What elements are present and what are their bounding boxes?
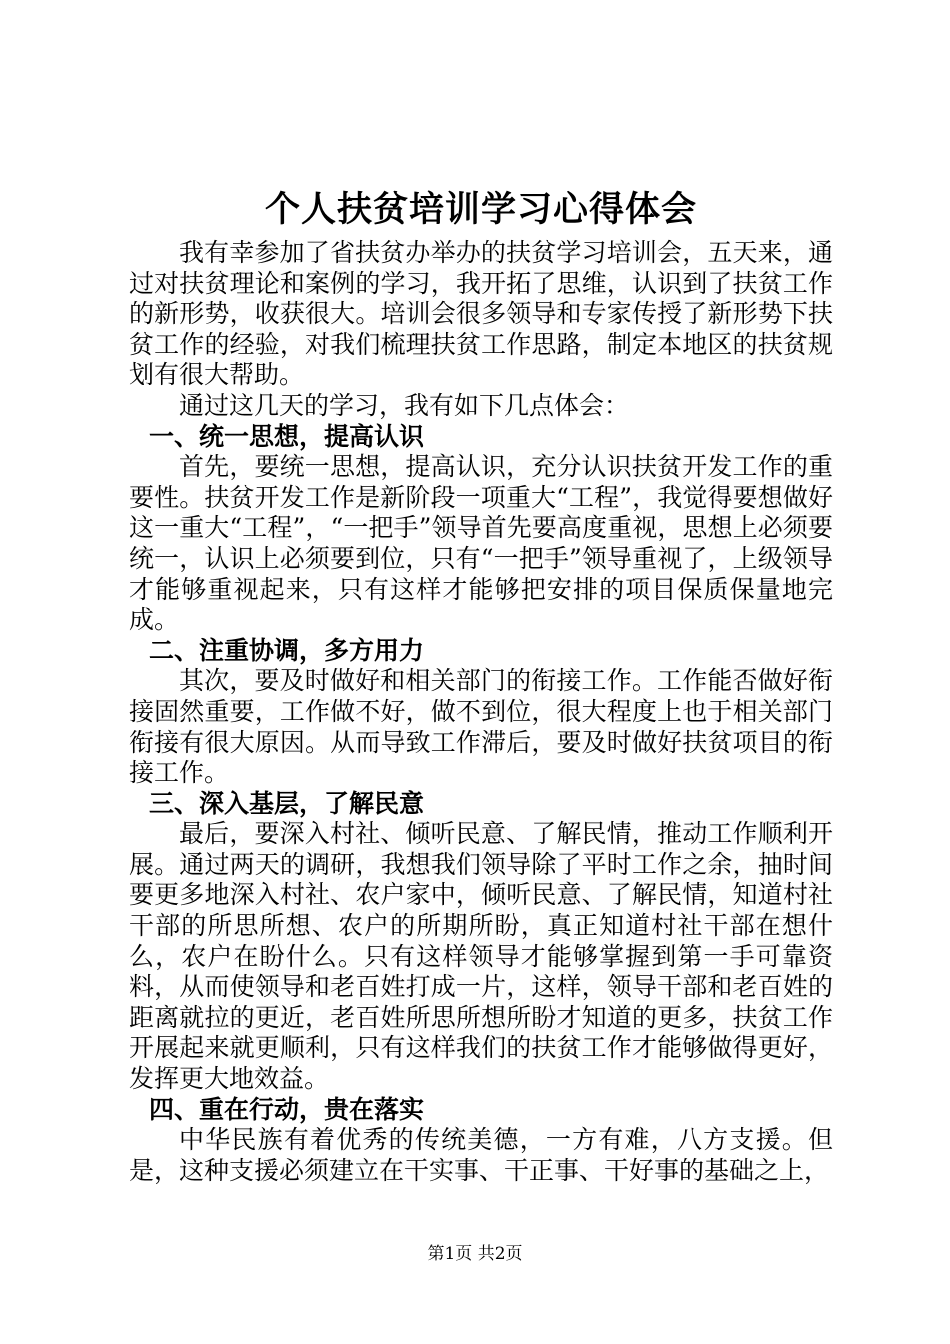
section-heading-2: 二、注重协调，多方用力 <box>149 635 425 665</box>
document-body <box>129 188 833 1186</box>
section-paragraph-4: 中华民族有着优秀的传统美德，一方有难，八方支援。但是，这种支援必须建立在干实事、干正事、干好事的基础之上， <box>129 1125 833 1185</box>
section-heading-1: 一、统一思想，提高认识 <box>149 421 425 451</box>
section-heading-3: 三、深入基层，了解民意 <box>149 788 425 818</box>
document-title: 个人扶贫培训学习心得体会 <box>264 189 697 230</box>
page-footer: 第1页 共2页 <box>427 1244 523 1264</box>
section-paragraph-3: 最后，要深入村社、倾听民意、了解民情，推动工作顺利开展。通过两天的调研，我想我们领导除了平时工作之余，抽时间要更多地深入村社、农户家中，倾听民意、了解民情，知道村社干部的所思所想、农户的所期所盼，真正知道村社干部在想什么，农户在盼什么。只有这样领导才能够掌握到第一手可靠资料，从而使领导和老百姓打成一片，这样，领导干部和老百姓的距离就拉的更近，老百姓所思所想所盼才知道的更多，扶贫工作开展起来就更顺利，只有这样我们的扶贫工作才能够做得更好，发挥更大地效益。 <box>129 819 833 1094</box>
intro-paragraph: 我有幸参加了省扶贫办举办的扶贫学习培训会，五天来，通过对扶贫理论和案例的学习，我开拓了思维，认识到了扶贫工作的新形势，收获很大。培训会很多领导和专家传授了新形势下扶贫工作的经验，对我们梳理扶贫工作思路，制定本地区的扶贫规划有很大帮助。 <box>129 238 833 390</box>
section-paragraph-1: 首先，要统一思想，提高认识，充分认识扶贫开发工作的重要性。扶贫开发工作是新阶段一项重大“工程”，我觉得要想做好这一重大“工程”，“一把手”领导首先要高度重视，思想上必须要统一，认识上必须要到位，只有“一把手”领导重视了，上级领导才能够重视起来，只有这样才能够把安排的项目保质保量地完成。 <box>129 452 833 635</box>
section-heading-4: 四、重在行动，贵在落实 <box>149 1094 425 1124</box>
section-paragraph-2: 其次，要及时做好和相关部门的衔接工作。工作能否做好衔接固然重要，工作做不好，做不到位，很大程度上也于相关部门衔接有很大原因。从而导致工作滞后，要及时做好扶贫项目的衔接工作。 <box>129 666 833 788</box>
intro-lead-paragraph: 通过这几天的学习，我有如下几点体会： <box>179 390 630 420</box>
